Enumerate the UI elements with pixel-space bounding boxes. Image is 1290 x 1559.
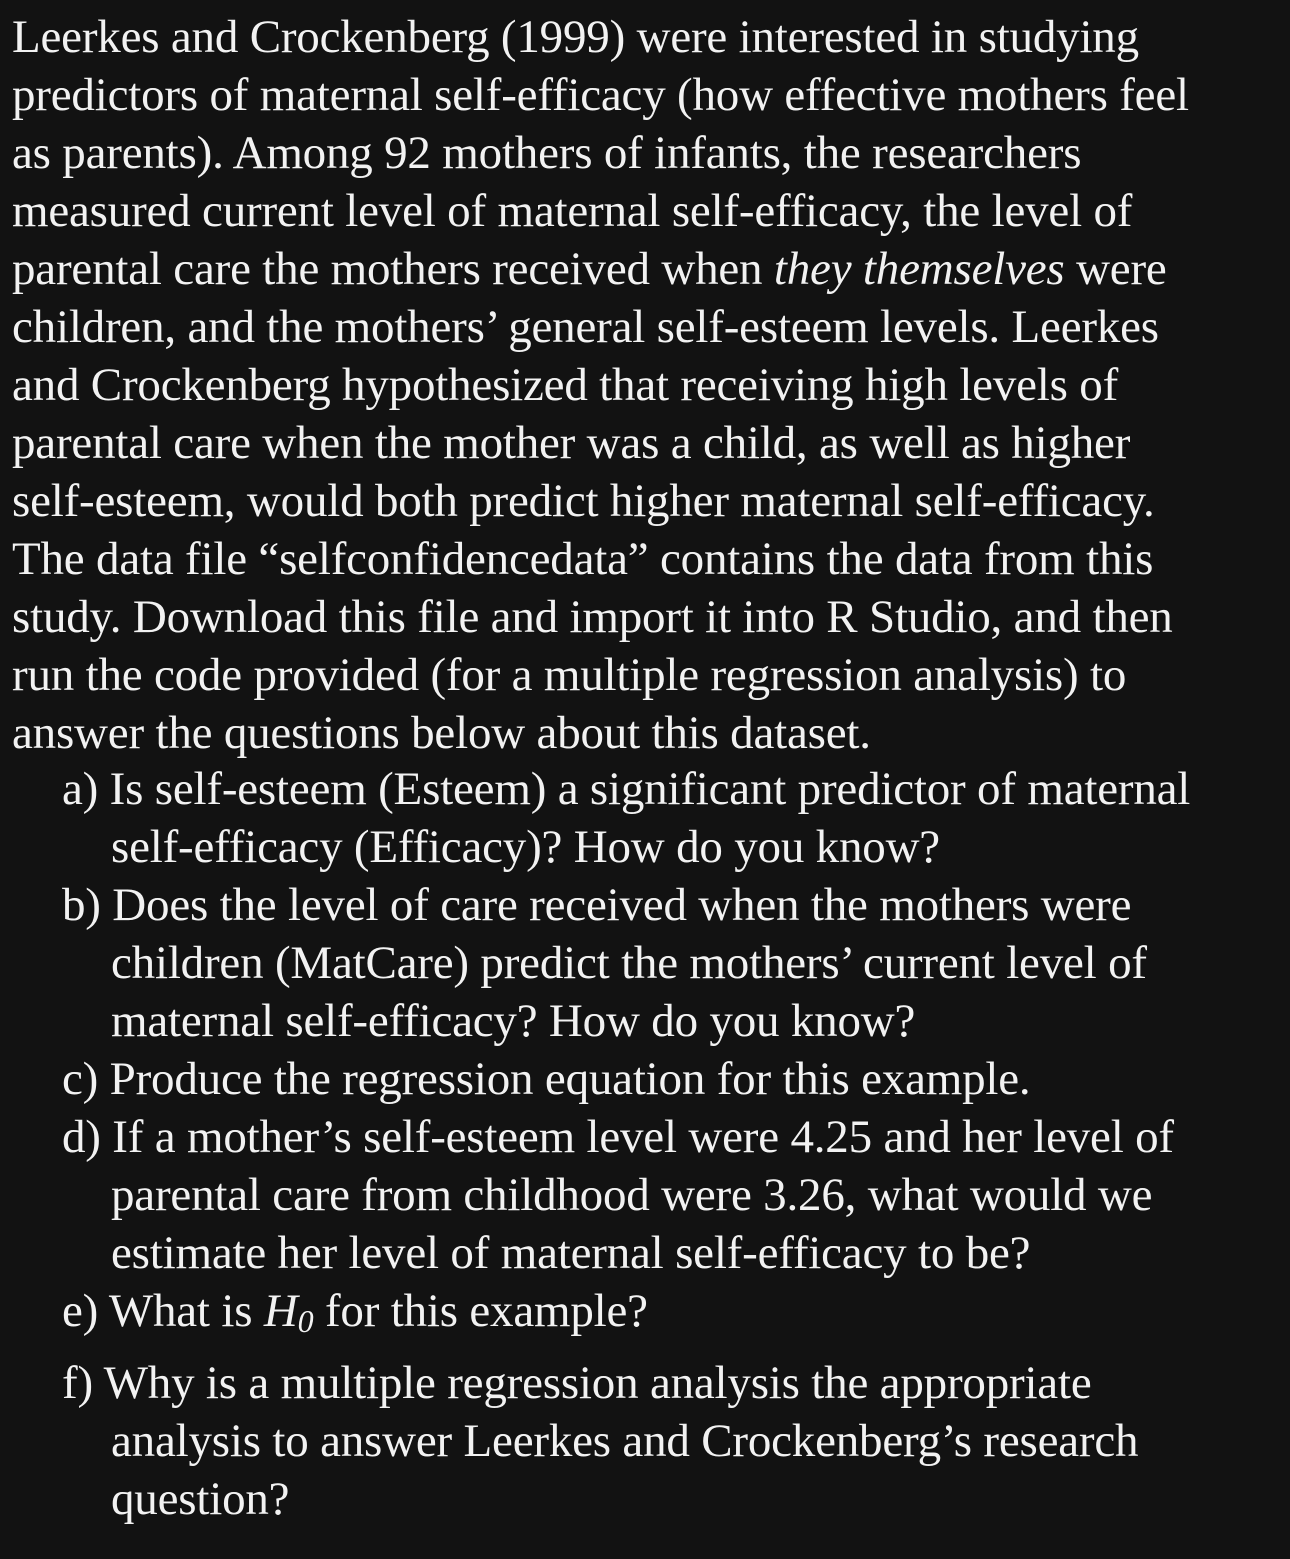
question-text: e) What is: [62, 1285, 264, 1337]
question-f: [62, 1354, 1282, 1528]
question-line: b) Does the level of care received when the mothers were: [62, 879, 1132, 931]
question-line: estimate her level of maternal self-efficacy to be?: [111, 1227, 1031, 1279]
null-hypothesis-subscript: 0: [297, 1303, 314, 1339]
question-line: parental care from childhood were 3.26, what would we: [111, 1169, 1153, 1221]
intro-line: study. Download this file and import it into R Studio, and then: [12, 591, 1173, 643]
question-line: question?: [111, 1473, 290, 1525]
intro-line: run the code provided (for a multiple regression analysis) to: [12, 649, 1127, 701]
intro-line: measured current level of maternal self-efficacy, the level of: [12, 185, 1133, 237]
intro-line: and Crockenberg hypothesized that receiving high levels of: [12, 359, 1119, 411]
intro-line: answer the questions below about this dataset.: [12, 707, 871, 759]
question-c: [62, 1050, 1282, 1108]
intro-line: as parents). Among 92 mothers of infants, the researchers: [12, 127, 1082, 179]
question-line: d) If a mother’s self-esteem level were 4.25 and her level of: [62, 1111, 1174, 1163]
question-line: a) Is self-esteem (Esteem) a significant predictor of maternal: [62, 763, 1191, 815]
intro-text: were: [1064, 243, 1167, 295]
intro-line: predictors of maternal self-efficacy (how effective mothers feel: [12, 69, 1189, 121]
intro-italic-phrase: they themselves: [773, 243, 1065, 295]
intro-line-with-italic: [12, 240, 1282, 298]
question-line: maternal self-efficacy? How do you know?: [111, 995, 916, 1047]
question-list: [62, 760, 1282, 1528]
intro-paragraph: [12, 8, 1282, 762]
question-line: self-efficacy (Efficacy)? How do you know?: [111, 821, 940, 873]
null-hypothesis-symbol: H: [263, 1285, 298, 1337]
intro-line: parental care when the mother was a child, as well as higher: [12, 417, 1131, 469]
intro-line: children, and the mothers’ general self-esteem levels. Leerkes: [12, 301, 1159, 353]
intro-line: The data file “selfconfidencedata” contains the data from this: [12, 533, 1154, 585]
question-a: [62, 760, 1282, 876]
question-line: analysis to answer Leerkes and Crockenberg’s research: [111, 1415, 1139, 1467]
question-d: [62, 1108, 1282, 1282]
question-line: children (MatCare) predict the mothers’ current level of: [111, 937, 1147, 989]
question-b: [62, 876, 1282, 1050]
question-line: [62, 1282, 1282, 1354]
question-e: [62, 1282, 1282, 1354]
intro-line: self-esteem, would both predict higher maternal self-efficacy.: [12, 475, 1155, 527]
intro-text: parental care the mothers received when: [12, 243, 774, 295]
question-line: c) Produce the regression equation for this example.: [62, 1053, 1031, 1105]
question-text: for this example?: [313, 1285, 648, 1337]
intro-line: Leerkes and Crockenberg (1999) were interested in studying: [12, 11, 1139, 63]
question-line: f) Why is a multiple regression analysis the appropriate: [62, 1357, 1092, 1409]
